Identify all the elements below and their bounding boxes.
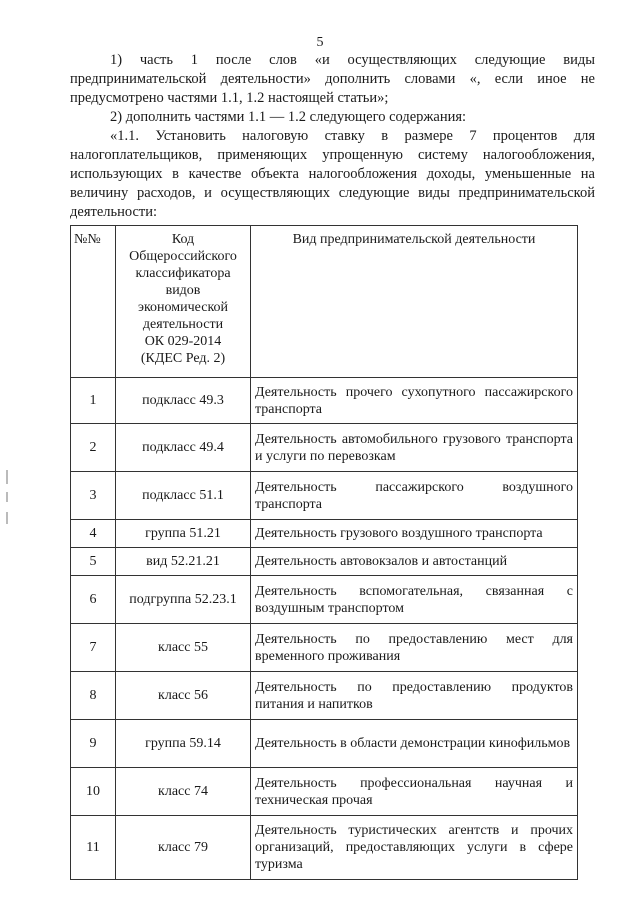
activity-table (70, 225, 578, 880)
row-code: класс 74 (116, 768, 251, 816)
row-code: группа 51.21 (116, 520, 251, 548)
text-line: налогоплательщиков, применяющих упрощенную систему налогообложения, (70, 147, 595, 163)
text-line: предусмотрено частями 1.1, 1.2 настоящей статьи»; (70, 90, 389, 106)
header-code-line: экономической (137, 300, 229, 315)
header-code-line: ОК 029-2014 (144, 334, 222, 349)
row-number: 7 (71, 624, 116, 672)
table-header-row (71, 226, 578, 378)
header-code-line: видов (165, 283, 201, 298)
header-okved-code (116, 226, 251, 378)
header-code-line: (КДЕС Ред. 2) (140, 351, 226, 366)
row-code: класс 79 (116, 816, 251, 880)
row-code: подкласс 51.1 (116, 472, 251, 520)
row-number: 6 (71, 576, 116, 624)
table-row (71, 520, 578, 548)
table-row (71, 576, 578, 624)
row-number: 11 (71, 816, 116, 880)
scan-margin-mark (6, 492, 8, 502)
row-activity: Деятельность вспомогательная, связанная с воздушным транспортом (251, 576, 578, 624)
scan-margin-mark (6, 512, 8, 524)
row-code: группа 59.14 (116, 720, 251, 768)
text-line: 2) дополнить частями 1.1 — 1.2 следующего содержания: (110, 109, 467, 125)
row-code: класс 55 (116, 624, 251, 672)
header-code-line: деятельности (142, 317, 224, 332)
table-row (71, 424, 578, 472)
scan-margin-mark (6, 470, 8, 484)
table-row (71, 672, 578, 720)
text-line: деятельности: (70, 204, 158, 220)
row-number: 8 (71, 672, 116, 720)
row-number: 3 (71, 472, 116, 520)
row-code: подкласс 49.4 (116, 424, 251, 472)
row-number: 10 (71, 768, 116, 816)
paragraph-add-parts (70, 108, 595, 127)
text-line: 1) часть 1 после слов «и осуществляющих следующие виды (110, 52, 595, 68)
header-code-line: Общероссийского (129, 249, 237, 264)
row-number: 4 (71, 520, 116, 548)
table-row (71, 624, 578, 672)
row-code: класс 56 (116, 672, 251, 720)
page-number: 5 (316, 35, 324, 50)
text-line: «1.1. Установить налоговую ставку в размере 7 процентов для (110, 128, 595, 144)
row-number: 5 (71, 548, 116, 576)
row-code: подгруппа 52.23.1 (116, 576, 251, 624)
row-activity: Деятельность автомобильного грузового транспорта и услуги по перевозкам (251, 424, 578, 472)
row-activity: Деятельность туристических агентств и прочих организаций, предоставляющих услуги в сфере туризма (251, 816, 578, 880)
paragraph-new-part-1-1 (70, 127, 595, 222)
table-row (71, 472, 578, 520)
row-activity: Деятельность автовокзалов и автостанций (251, 548, 578, 576)
header-number: №№ (71, 226, 116, 378)
text-line: величину расходов, и осуществляющих следующие виды предпринимательской (70, 185, 595, 201)
text-line: использующих в качестве объекта налогообложения доходы, уменьшенные на (70, 166, 595, 182)
row-number: 2 (71, 424, 116, 472)
row-number: 1 (71, 378, 116, 424)
row-activity: Деятельность пассажирского воздушного транспорта (251, 472, 578, 520)
row-code: подкласс 49.3 (116, 378, 251, 424)
header-code-line: Код (171, 232, 195, 247)
paragraph-amend-part-1 (70, 51, 595, 108)
row-activity: Деятельность прочего сухопутного пассажирского транспорта (251, 378, 578, 424)
row-code: вид 52.21.21 (116, 548, 251, 576)
table-row (71, 378, 578, 424)
table-row (71, 816, 578, 880)
table-row (71, 720, 578, 768)
table-row (71, 548, 578, 576)
row-activity: Деятельность по предоставлению продуктов питания и напитков (251, 672, 578, 720)
row-activity: Деятельность профессиональная научная и техническая прочая (251, 768, 578, 816)
row-activity: Деятельность в области демонстрации кинофильмов (251, 720, 578, 768)
header-code-line: классификатора (135, 266, 231, 281)
text-line: предпринимательской деятельности» дополнить словами «, если иное не (70, 71, 595, 87)
header-activity: Вид предпринимательской деятельности (251, 226, 578, 378)
table-row (71, 768, 578, 816)
row-activity: Деятельность грузового воздушного транспорта (251, 520, 578, 548)
row-activity: Деятельность по предоставлению мест для временного проживания (251, 624, 578, 672)
row-number: 9 (71, 720, 116, 768)
